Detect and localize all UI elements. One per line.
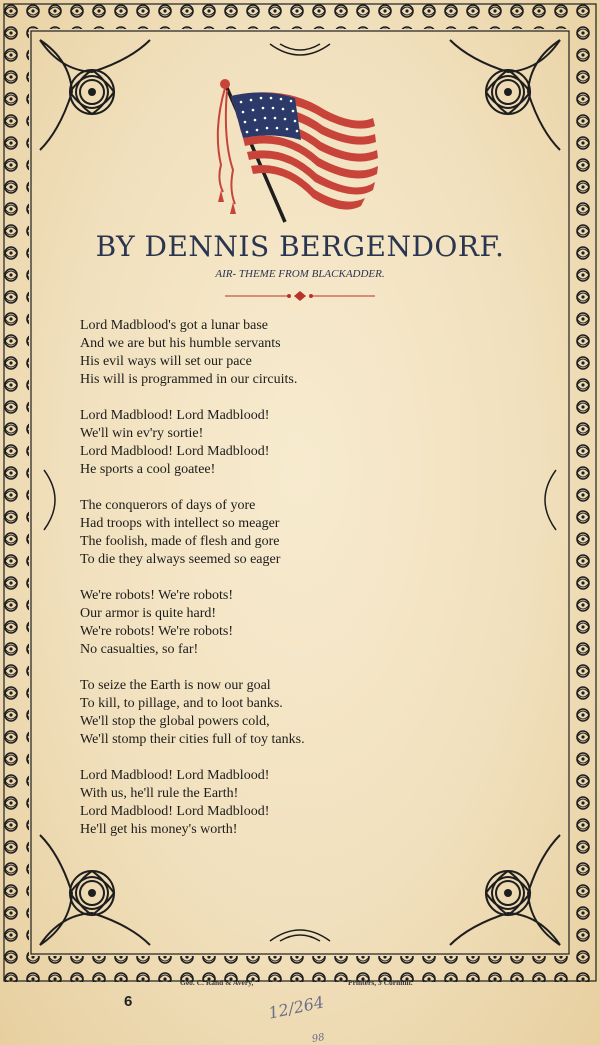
printer-credit-address: Printers, 3 Cornhill. [348,978,413,987]
lyric-line: Lord Madblood! Lord Madblood! [80,408,270,423]
lyric-line: He sports a cool goatee! [80,462,216,477]
printer-credit-name: Geo. C. Rand & Avery, [180,978,254,987]
lyric-line: To kill, to pillage, and to loot banks. [80,696,283,711]
lyric-line: The foolish, made of flesh and gore [80,534,280,549]
page-subtitle: AIR- THEME FROM BLACKADDER. [215,268,385,280]
lyric-line: Our armor is quite hard! [80,606,217,621]
chorus-1 [80,407,520,479]
lyric-line: We'll win ev'ry sortie! [80,426,204,441]
lyric-line: Lord Madblood! Lord Madblood! [80,768,270,783]
lyric-line: To seize the Earth is now our goal [80,678,271,693]
handwritten-mark: 98 [311,1031,326,1045]
page-title: BY DENNIS BERGENDORF. [95,230,505,263]
lyric-line: We'll stomp their cities full of toy tanks. [80,732,305,747]
verse-2 [80,497,520,569]
handwritten-catalog-number: 12/264 [266,992,326,1023]
lyric-line: Had troops with intellect so meager [80,516,280,531]
lyric-line: Lord Madblood's got a lunar base [80,318,268,333]
lyric-line: We're robots! We're robots! [80,588,233,603]
verse-1 [80,317,520,389]
lyric-line: We're robots! We're robots! [80,624,233,639]
lyric-line: To die they always seemed so eager [80,552,281,567]
american-flag-icon [205,70,385,230]
lyric-line: He'll get his money's worth! [80,822,238,837]
chorus-3 [80,767,520,839]
lyric-line: With us, he'll rule the Earth! [80,786,239,801]
page-number: 6 [124,993,133,1010]
lyric-line: His evil ways will set our pace [80,354,252,369]
lyric-line: The conquerors of days of yore [80,498,256,513]
chorus-2 [80,587,520,659]
lyric-line: His will is programmed in our circuits. [80,372,298,387]
lyric-line: We'll stop the global powers cold, [80,714,270,729]
lyric-line: And we are but his humble servants [80,336,281,351]
verse-3 [80,677,520,749]
lyric-line: Lord Madblood! Lord Madblood! [80,444,270,459]
lyrics [80,317,520,857]
lyric-line: Lord Madblood! Lord Madblood! [80,804,270,819]
ornamental-rule [225,289,375,303]
lyric-line: No casualties, so far! [80,642,199,657]
